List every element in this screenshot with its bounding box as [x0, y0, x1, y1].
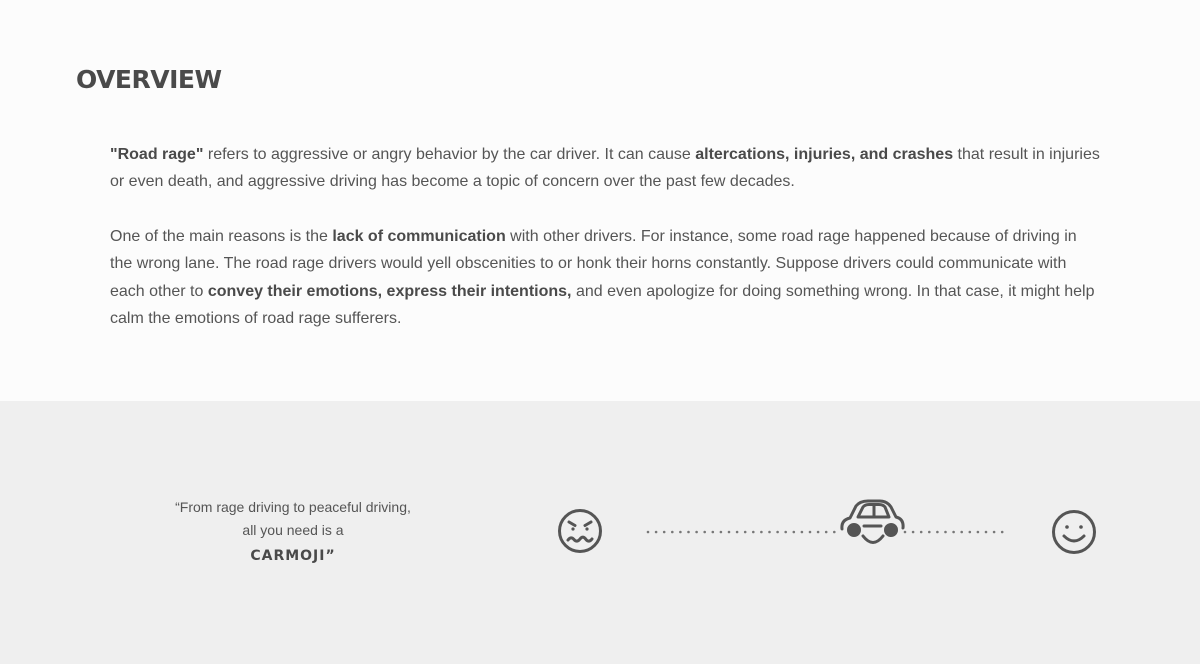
happy-face-icon [1050, 508, 1098, 556]
convey-emotions-emphasis: convey their emotions, express their intentions, [207, 282, 572, 300]
tagline-line-2: all you need is a [242, 522, 344, 538]
journey-dotted-line-left [645, 529, 845, 535]
tagline-quote [160, 496, 426, 567]
road-rage-term: "Road rage" [110, 146, 204, 163]
tagline-brand: CARMOJI” [250, 548, 336, 564]
overview-paragraph-1 [110, 141, 1100, 196]
paragraph-1-text-2: that result in injuries or even death, and aggressive driving has become a topic of concern over the past few decades. [110, 146, 1100, 191]
smiling-car-icon [838, 496, 908, 552]
lack-of-communication-emphasis: lack of communication [332, 228, 506, 245]
paragraph-2-text-2: with other drivers. For instance, some road rage happened because of driving in the wrong lane. The road rage drivers would yell obscenities to or honk their horns constantly. Suppose drivers could communicate with each other to [110, 228, 1077, 300]
paragraph-2-text-3: and even apologize for doing something wrong. In that case, it might help calm the emotions of road rage sufferers. [110, 282, 1095, 327]
paragraph-2-text-1: One of the main reasons is the [110, 228, 333, 245]
journey-dotted-line-right [902, 529, 1014, 535]
tagline-line-1: “From rage driving to peaceful driving, [175, 499, 411, 515]
consequences-emphasis: altercations, injuries, and crashes [695, 146, 954, 163]
carmoji-banner [0, 401, 1200, 664]
paragraph-1-text-1: refers to aggressive or angry behavior by the car driver. It can cause [203, 146, 696, 163]
section-title: OVERVIEW [76, 65, 222, 94]
overview-paragraph-2 [110, 223, 1100, 332]
angry-face-icon [556, 508, 604, 556]
